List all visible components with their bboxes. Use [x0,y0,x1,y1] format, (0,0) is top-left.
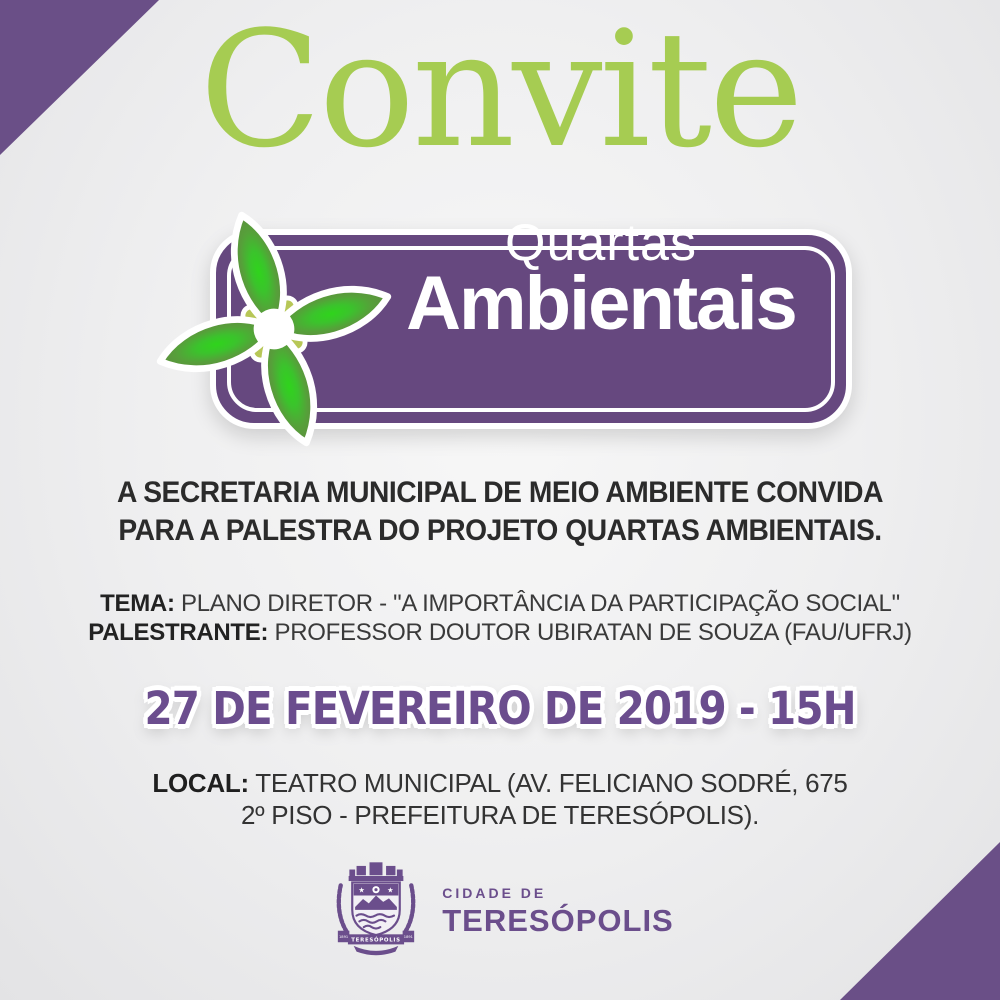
location-line2: 2º PISO - PREFEITURA DE TERESÓPOLIS). [240,800,760,831]
city-wordmark [442,885,673,939]
event-datetime: 27 DE FEVEREIRO DE 2019 - 15H [144,682,856,735]
event-location [0,767,1000,831]
logo-line1: Quartas [505,214,697,272]
city-label: CIDADE DE [442,885,547,901]
svg-text:★: ★ [387,885,394,895]
logo-text [366,214,836,347]
location-label: LOCAL: [152,768,249,798]
invitation-heading [0,474,1000,551]
talk-details [0,589,1000,648]
crest-year-right: 1891 [404,934,414,939]
page-title: Convite [199,0,801,183]
palestrante-line [0,618,1000,647]
tema-line [0,589,1000,618]
location-value1: TEATRO MUNICIPAL (AV. FELICIANO SODRÉ, 675 [248,768,848,798]
teresopolis-coat-of-arms-icon [326,858,426,966]
quartas-ambientais-logo [148,203,858,458]
logo-line2: Ambientais [406,261,796,347]
green-pinwheel-icon [148,203,400,455]
svg-text:★: ★ [358,885,366,895]
palestrante-value: PROFESSOR DOUTOR UBIRATAN DE SOUZA (FAU/UFRJ) [268,619,912,647]
tema-value: PLANO DIRETOR - "A IMPORTÂNCIA DA PARTICIPAÇÃO SOCIAL" [174,590,900,617]
invitation-line2: PARA A PALESTRA DO PROJETO QUARTAS AMBIENTAIS. [118,514,882,548]
footer-city-branding [0,852,1000,972]
tema-label: TEMA: [100,590,175,617]
invitation-line1: A SECRETARIA MUNICIPAL DE MEIO AMBIENTE CONVIDA [117,476,883,509]
crest-year-left: 1891 [339,934,349,939]
location-line1 [0,767,1000,799]
city-name: TERESÓPOLIS [442,903,674,938]
palestrante-label: PALESTRANTE: [88,619,269,647]
crest-banner-text: TERESÓPOLIS [351,937,401,944]
